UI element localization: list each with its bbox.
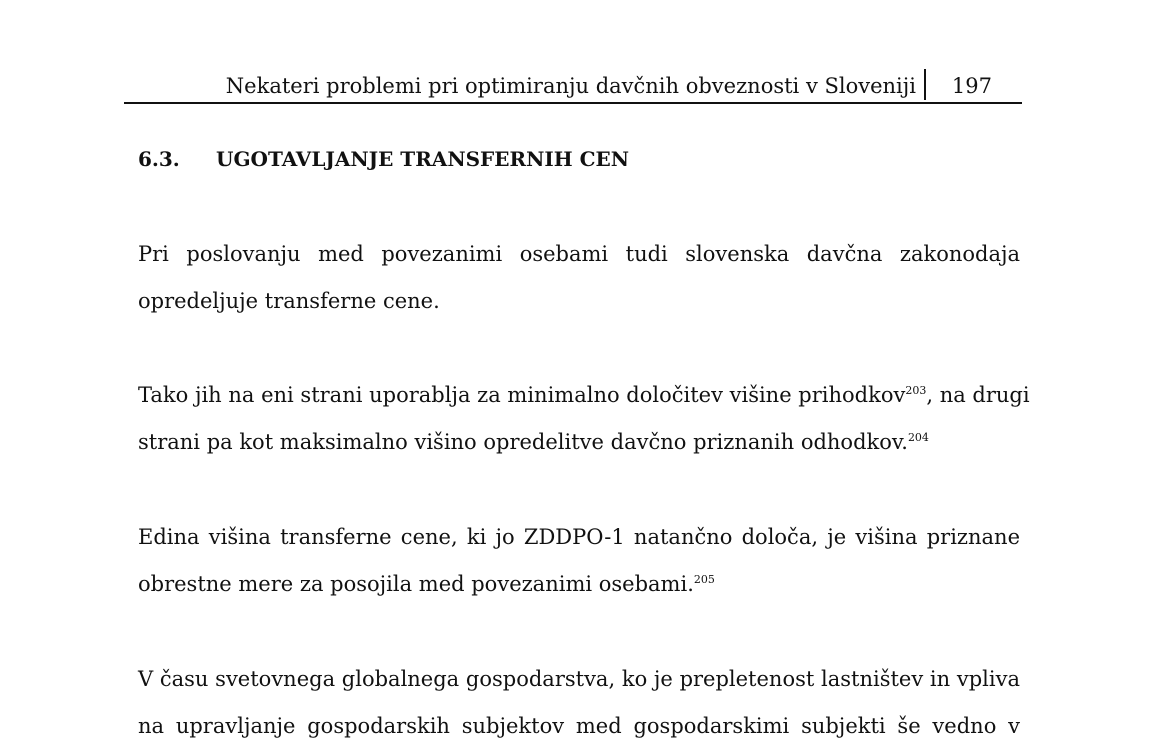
- paragraph-2-line-2-text: strani pa kot maksimalno višino opredelitve davčno priznanih odhodkov.: [138, 430, 908, 454]
- section-heading: [138, 147, 629, 171]
- paragraph-4-line-1: V času svetovnega globalnega gospodarstva, ko je prepletenost lastništev in vpliva: [138, 667, 1020, 691]
- header-divider: [924, 69, 926, 100]
- paragraph-3-line-2: [138, 570, 1020, 598]
- paragraph-1-line-1: Pri poslovanju med povezanimi osebami tudi slovenska davčna zakonodaja: [138, 242, 1020, 266]
- footnote-ref-205[interactable]: 205: [693, 573, 715, 586]
- paragraph-2-line-2: [138, 428, 1020, 456]
- paragraph-3-line-2-text: obrestne mere za posojila med povezanimi osebami.: [138, 572, 694, 596]
- section-title: UGOTAVLJANJE TRANSFERNIH CEN: [216, 147, 630, 171]
- paragraph-1-line-2: opredeljuje transferne cene.: [138, 289, 440, 313]
- paragraph-4-line-2: na upravljanje gospodarskih subjektov med gospodarskimi subjekti še vedno v: [138, 714, 1020, 738]
- paragraph-2-line-1-text: Tako jih na eni strani uporablja za minimalno določitev višine prihodkov: [138, 383, 906, 407]
- running-title: Nekateri problemi pri optimiranju davčnih obveznosti v Sloveniji: [225, 74, 916, 98]
- paragraph-2-line-1: [138, 381, 1030, 409]
- page-number: 197: [951, 74, 992, 98]
- paragraph-2-line-1-tail: , na drugi: [926, 383, 1030, 407]
- section-number: 6.3.: [138, 147, 180, 171]
- footnote-ref-204[interactable]: 204: [907, 431, 929, 444]
- running-header: [124, 62, 1022, 104]
- footnote-ref-203[interactable]: 203: [905, 384, 927, 397]
- paragraph-3-line-1: Edina višina transferne cene, ki jo ZDDPO-1 natančno določa, je višina priznane: [138, 525, 1020, 549]
